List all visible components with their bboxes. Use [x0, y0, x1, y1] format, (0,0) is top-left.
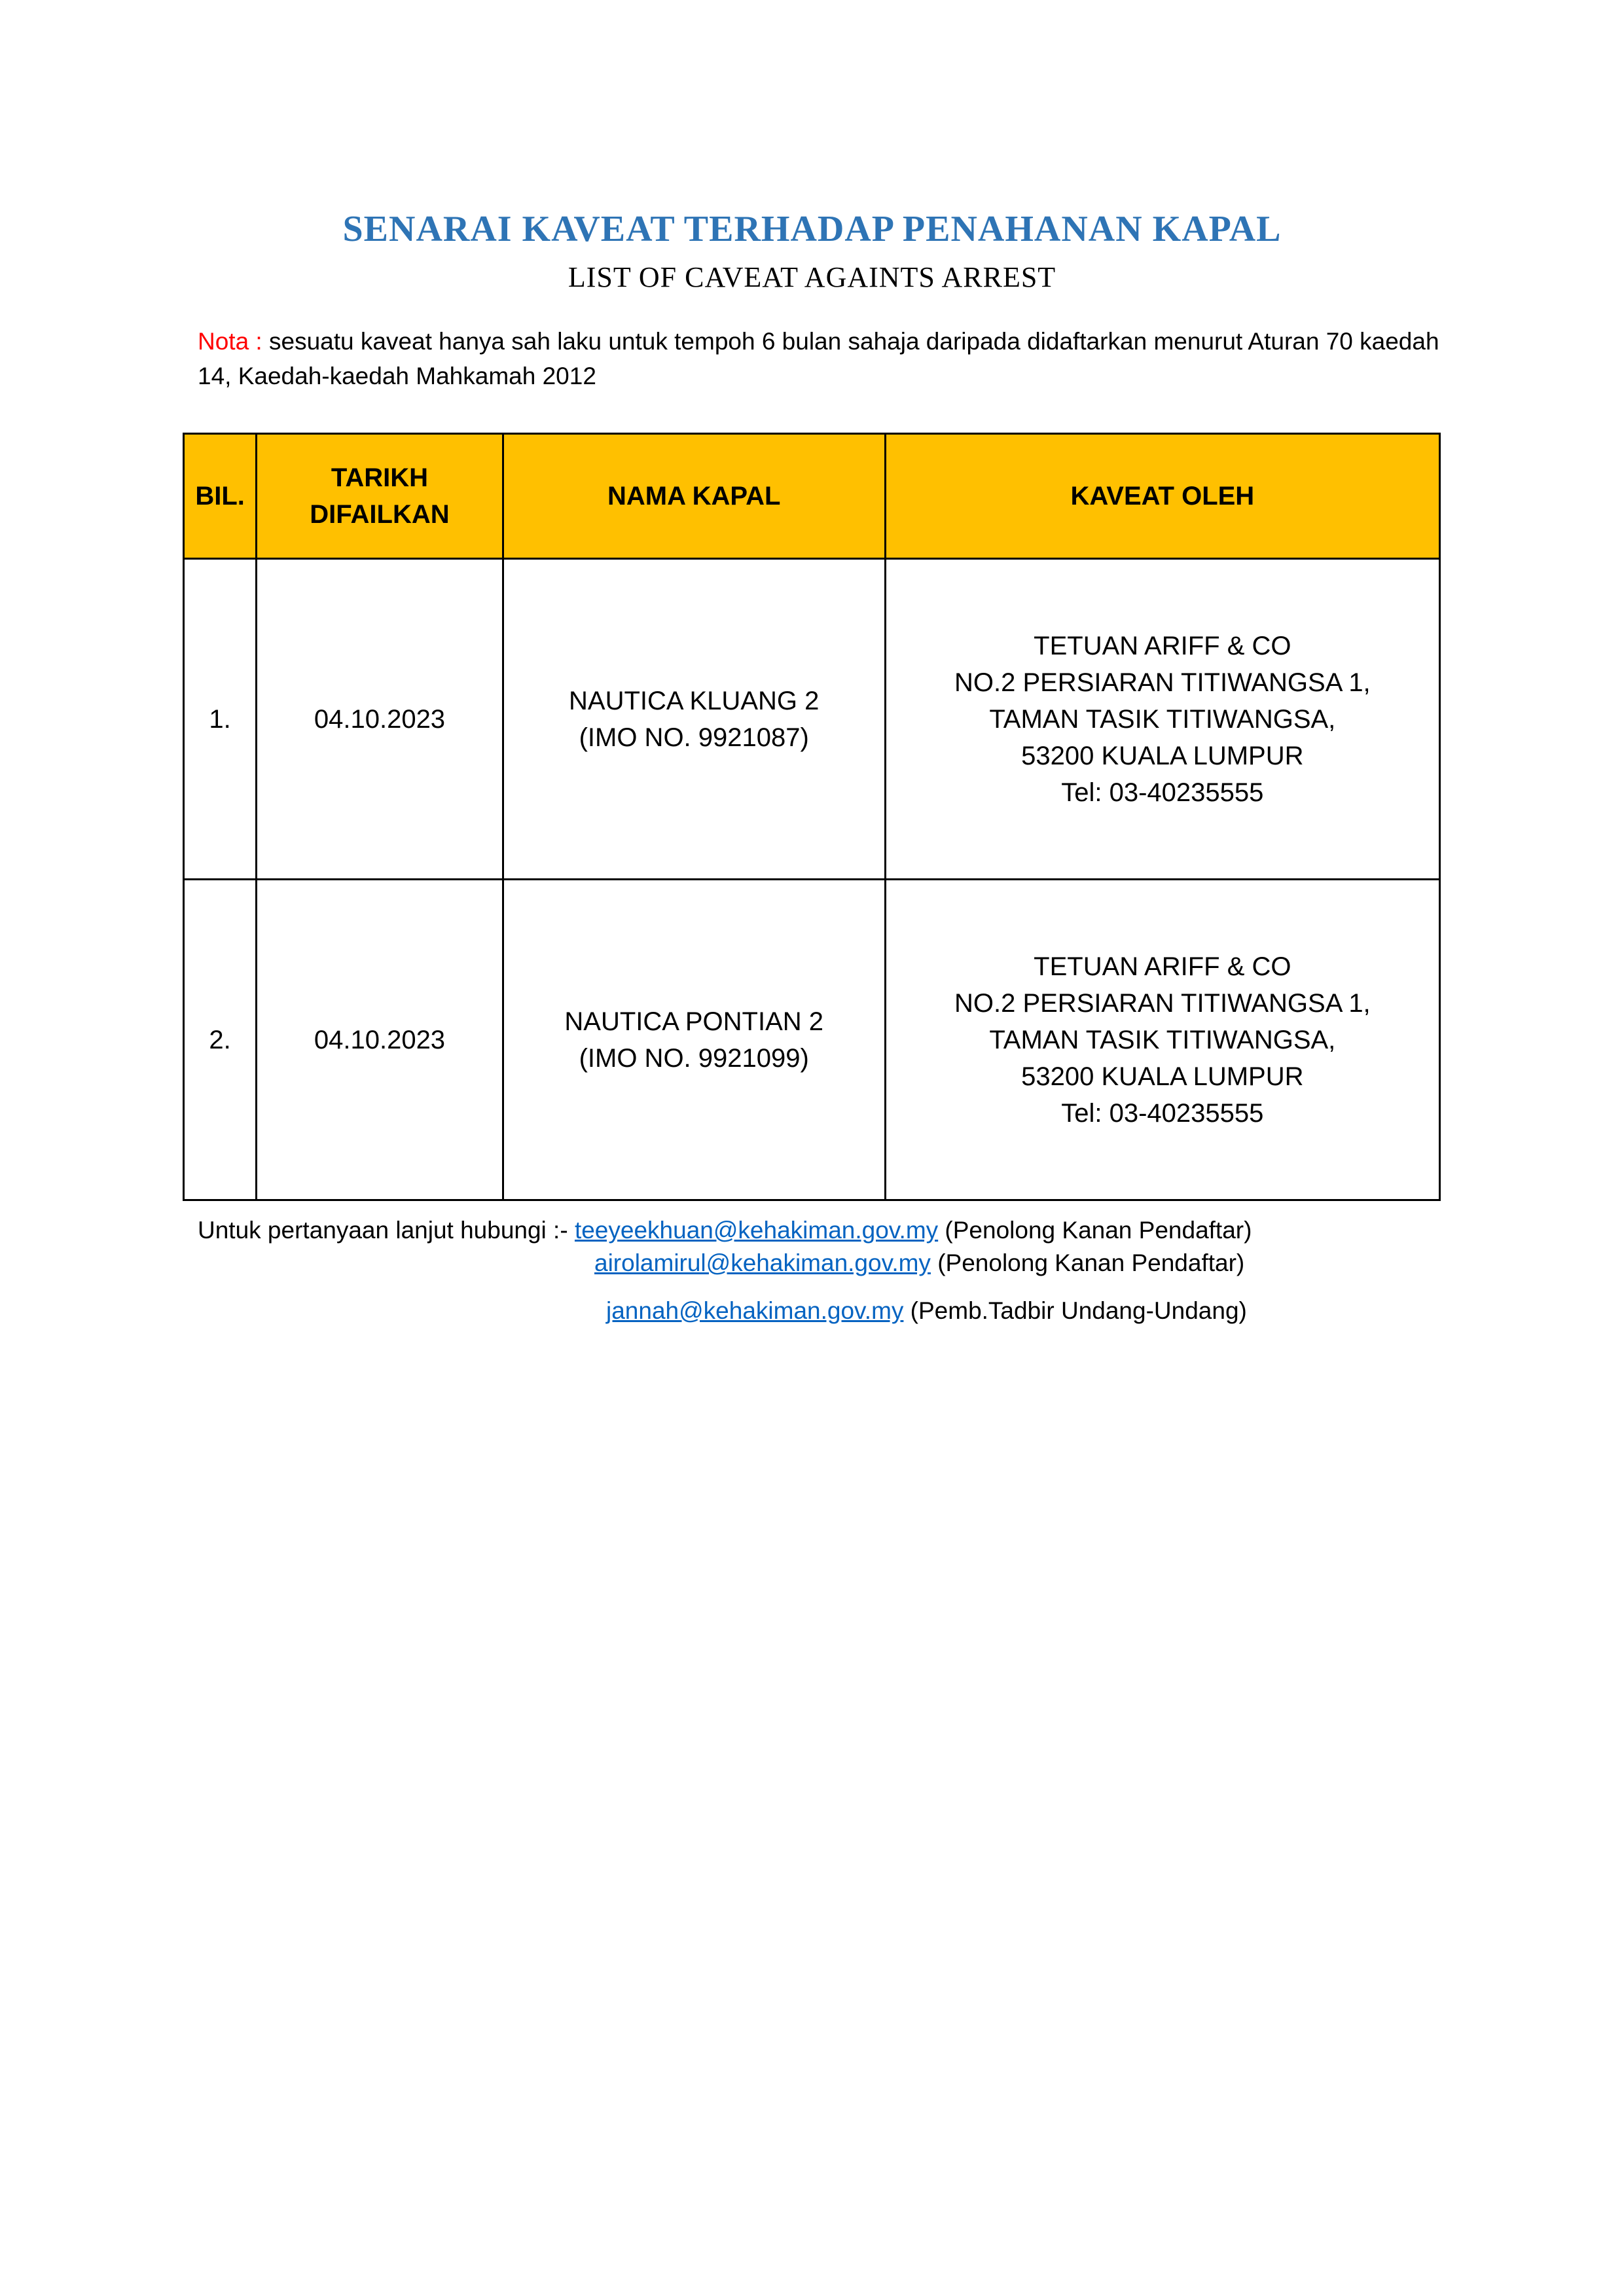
header-bil: BIL. — [184, 434, 257, 559]
note-paragraph — [198, 324, 1441, 393]
contact-intro: Untuk pertanyaan lanjut hubungi :- — [198, 1217, 568, 1244]
row-caveat-by — [885, 880, 1439, 1200]
caveat-address-line2: TAMAN TASIK TITIWANGSA, — [989, 1025, 1336, 1054]
row-bil: 1. — [184, 559, 257, 880]
contact-line-3 — [606, 1295, 1247, 1327]
caveat-address-line2: TAMAN TASIK TITIWANGSA, — [989, 704, 1336, 734]
document-title: SENARAI KAVEAT TERHADAP PENAHANAN KAPAL — [342, 209, 1282, 249]
header-caveat-by: KAVEAT OLEH — [885, 434, 1439, 559]
caveat-address-line3: 53200 KUALA LUMPUR — [1021, 741, 1304, 770]
caveat-phone: Tel: 03-40235555 — [1061, 778, 1264, 807]
contact-role: (Penolong Kanan Pendaftar) — [945, 1217, 1252, 1244]
caveat-table — [183, 433, 1441, 1201]
vessel-name: NAUTICA KLUANG 2 — [569, 686, 820, 715]
caveat-firm: TETUAN ARIFF & CO — [1034, 952, 1291, 981]
vessel-imo: (IMO NO. 9921087) — [579, 723, 809, 752]
note-text: sesuatu kaveat hanya sah laku untuk tempoh 6 bulan sahaja daripada didaftarkan menurut Aturan 70 kaedah 14, Kaedah-kaedah Mahkamah 2012 — [198, 328, 1439, 389]
contact-email-link[interactable]: jannah@kehakiman.gov.my — [606, 1297, 904, 1324]
table-row — [184, 880, 1440, 1200]
contact-email-link[interactable]: airolamirul@kehakiman.gov.my — [594, 1249, 931, 1276]
contact-line-2 — [594, 1247, 1244, 1280]
row-vessel — [503, 559, 885, 880]
caveat-firm: TETUAN ARIFF & CO — [1034, 631, 1291, 660]
document-subtitle: LIST OF CAVEAT AGAINTS ARREST — [568, 261, 1056, 293]
contact-role: (Penolong Kanan Pendaftar) — [937, 1249, 1245, 1276]
vessel-name: NAUTICA PONTIAN 2 — [564, 1007, 824, 1036]
header-date-filed — [257, 434, 503, 559]
table-header-row — [184, 434, 1440, 559]
header-vessel-name: NAMA KAPAL — [503, 434, 885, 559]
header-date-line1: TARIKH — [331, 463, 429, 492]
caveat-address-line3: 53200 KUALA LUMPUR — [1021, 1062, 1304, 1091]
row-bil: 2. — [184, 880, 257, 1200]
vessel-imo: (IMO NO. 9921099) — [579, 1043, 809, 1073]
caveat-address-line1: NO.2 PERSIARAN TITIWANGSA 1, — [954, 988, 1371, 1018]
contact-email-link[interactable]: teeyeekhuan@kehakiman.gov.my — [574, 1217, 939, 1244]
caveat-phone: Tel: 03-40235555 — [1061, 1098, 1264, 1128]
table-row — [184, 559, 1440, 880]
row-vessel — [503, 880, 885, 1200]
caveat-address-line1: NO.2 PERSIARAN TITIWANGSA 1, — [954, 668, 1371, 697]
note-label: Nota : — [198, 328, 262, 355]
row-date: 04.10.2023 — [257, 880, 503, 1200]
header-date-line2: DIFAILKAN — [310, 500, 450, 529]
contact-role: (Pemb.Tadbir Undang-Undang) — [910, 1297, 1247, 1324]
row-caveat-by — [885, 559, 1439, 880]
row-date: 04.10.2023 — [257, 559, 503, 880]
contact-line-1 — [198, 1214, 1252, 1247]
